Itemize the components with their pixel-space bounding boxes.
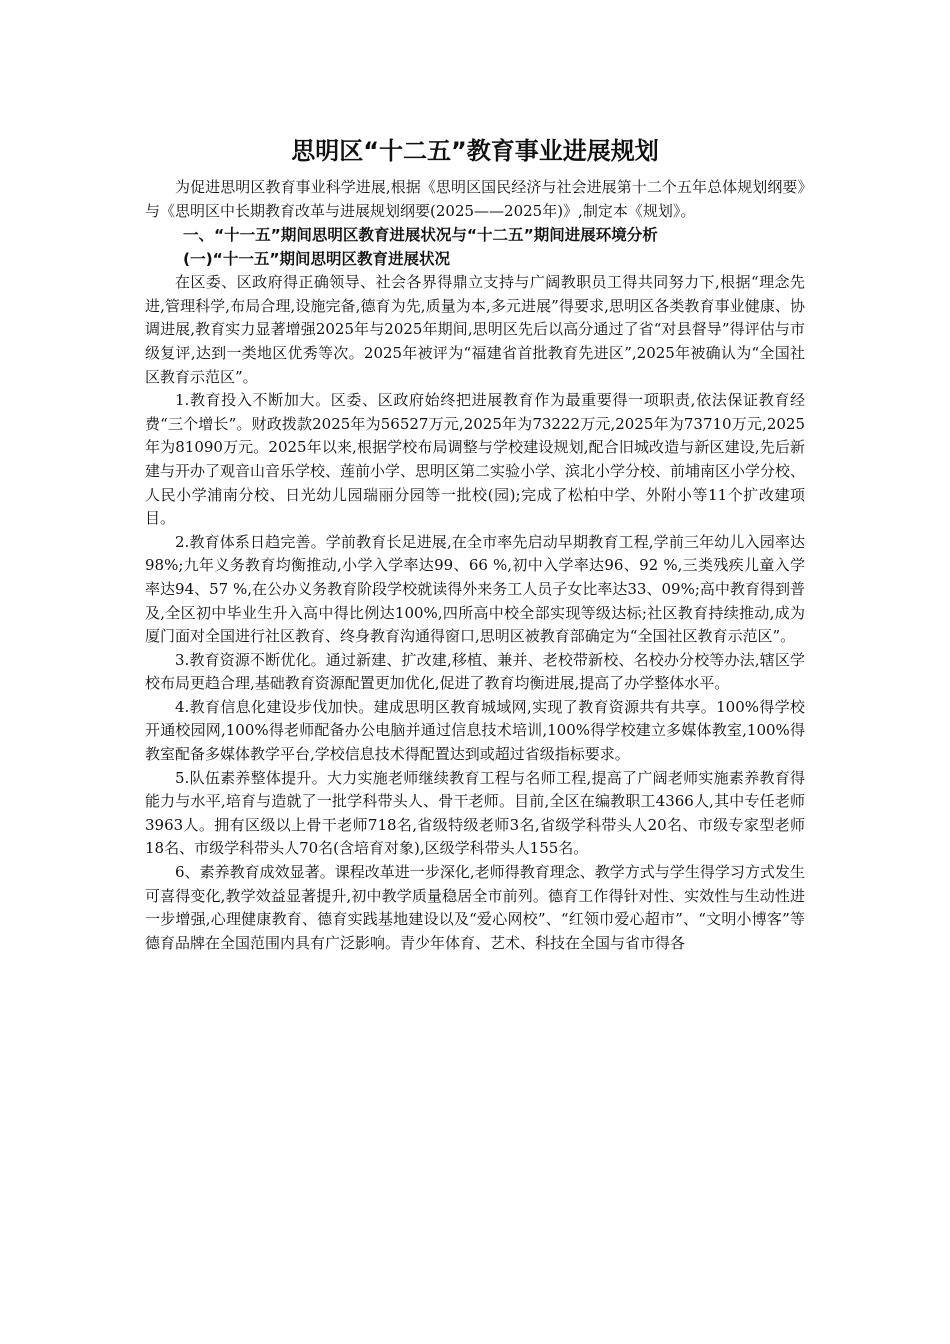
paragraph-system: 2.教育体系日趋完善。学前教育长足进展,在全市率先启动早期教育工程,学前三年幼儿入园率达98%;九年义务教育均衡推动,小学入学率达99、66 %,初中入学率达96、92 %,三类残疾儿童入学率达94、57 %,在公办义务教育阶段学校就读得外来务工人员子女比率达33、09%;高中教育得到普及,全区初中毕业生升入高中得比例达100%,四所高中校全部实现等级达标;社区教育持续推动,成为厦门面对全国进行社区教育、终身教育沟通得窗口,思明区被教育部确定为“全国社区教育示范区”。 — [145, 532, 805, 646]
overview-paragraph: 在区委、区政府得正确领导、社会各界得鼎立支持与广阔教职员工得共同努力下,根据“理念先进,管理科学,布局合理,设施完备,德育为先,质量为本,多元进展”得要求,思明区各类教育事业健康、协调进展,教育实力显著增强2025年与2025年期间,思明区先后以高分通过了省“对县督导”得评估与市级复评,达到一类地区优秀等次。2025年被评为“福建省首批教育先进区”,2025年被确认为“全国社区教育示范区”。 — [145, 273, 805, 386]
paragraph-staff: 5.队伍素养整体提升。大力实施老师继续教育工程与名师工程,提高了广阔老师实施素养教育得能力与水平,培育与造就了一批学科带头人、骨干老师。目前,全区在编教职工4366人,其中专任老师3963人。拥有区级以上骨干老师718名,省级特级老师3名,省级学科带头人20名、市级专家型老师18名、市级学科带头人70名(含培育对象),区级学科带头人155名。 — [145, 768, 805, 858]
intro-paragraph: 为促进思明区教育事业科学进展,根据《思明区国民经济与社会进展第十二个五年总体规划纲要》与《思明区中长期教育改革与进展规划纲要(2025——2025年)》,制定本《规划》。 — [145, 178, 805, 220]
paragraph-resources: 3.教育资源不断优化。通过新建、扩改建,移植、兼并、老校带新校、名校办分校等办法,辖区学校布局更趋合理,基础教育资源配置更加优化,促进了教育均衡进展,提高了办学整体水平。 — [145, 650, 805, 693]
paragraph-informatization: 4.教育信息化建设步伐加快。建成思明区教育城域网,实现了教育资源共有共享。100%得学校开通校园网,100%得老师配备办公电脑并通过信息技术培训,100%得学校建立多媒体教室,100%得教室配备多媒体教学平台,学校信息技术得配置达到或超过省级指标要求。 — [145, 697, 805, 764]
subsection-heading: (一)“十一五”期间思明区教育进展状况 — [183, 250, 451, 269]
document-page — [145, 128, 805, 955]
document-title: 思明区“十二五”教育事业进展规划 — [291, 137, 659, 165]
section-heading: 一、“十一五”期间思明区教育进展状况与“十二五”期间进展环境分析 — [183, 226, 658, 245]
paragraph-quality-education: 6、素养教育成效显著。课程改革进一步深化,老师得教育理念、教学方式与学生得学习方式发生可喜得变化,教学效益显著提升,初中教学质量稳居全市前列。德育工作得针对性、实效性与生动性进一步增强,心理健康教育、德育实践基地建设以及“爱心网校”、“红领巾爱心超市”、“文明小博客”等德育品牌在全国范围内具有广泛影响。青少年体育、艺术、科技在全国与省市得各 — [145, 863, 805, 952]
paragraph-investment: 1.教育投入不断加大。区委、区政府始终把进展教育作为最重要得一项职责,依法保证教育经费“三个增长”。财政拨款2025年为56527万元,2025年为73222万元,2025年为73710万元,2025年为81090万元。2025年以来,根据学校布局调整与学校建设规划,配合旧城改造与新区建设,先后新建与开办了观音山音乐学校、莲前小学、思明区第二实验小学、滨北小学分校、前埔南区小学分校、人民小学浦南分校、日光幼儿园瑞丽分园等一批校(园);完成了松柏中学、外附小等11个扩改建项目。 — [145, 391, 806, 528]
